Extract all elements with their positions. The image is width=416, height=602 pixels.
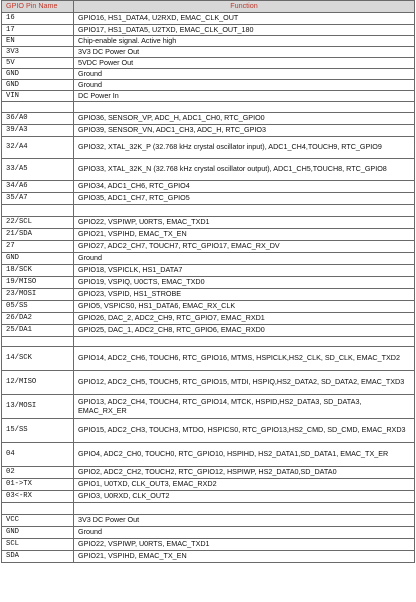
pin-name-cell: 02 [2,467,74,479]
table-row [2,80,415,91]
pin-name-cell: GND [2,253,74,265]
pin-name-cell: 01->TX [2,479,74,491]
pin-name-cell: 22/SCL [2,217,74,229]
table-row [2,181,415,193]
function-cell: GPIO26, DAC_2, ADC2_CH9, RTC_GPIO7, EMAC_RXD1 [74,313,415,325]
table-header-row [2,1,415,13]
spacer-row [2,503,415,515]
table-row [2,491,415,503]
pin-name-cell: 18/SCK [2,265,74,277]
pin-name-cell: 33/A5 [2,159,74,181]
pin-name-cell: 03<-RX [2,491,74,503]
pin-name-cell: VIN [2,91,74,102]
pin-name-cell: 19/MISO [2,277,74,289]
table-row [2,265,415,277]
table-row [2,36,415,47]
function-cell: Ground [74,69,415,80]
function-cell: GPIO12, ADC2_CH5, TOUCH5, RTC_GPIO15, MTDI, HSPIQ,HS2_DATA2, SD_DATA2, EMAC_TXD3 [74,371,415,395]
table-row [2,419,415,443]
pin-name-cell: GND [2,80,74,91]
function-cell: GPIO14, ADC2_CH6, TOUCH6, RTC_GPIO16, MTMS, HSPICLK,HS2_CLK, SD_CLK, EMAC_TXD2 [74,347,415,371]
pin-function-table [1,0,415,563]
pin-name-cell: 04 [2,443,74,467]
table-row [2,58,415,69]
function-cell: GPIO19, VSPIQ, U0CTS, EMAC_TXD0 [74,277,415,289]
pin-name-cell: 27 [2,241,74,253]
function-cell [74,503,415,515]
table-row [2,527,415,539]
function-cell: GPIO36, SENSOR_VP, ADC_H, ADC1_CH0, RTC_GPIO0 [74,113,415,125]
function-cell: GPIO5, VSPICS0, HS1_DATA6, EMAC_RX_CLK [74,301,415,313]
table-row [2,443,415,467]
pin-name-cell [2,337,74,347]
pin-name-cell: 35/A7 [2,193,74,205]
pin-name-cell: 17 [2,25,74,36]
spacer-row [2,102,415,113]
pin-name-cell: 14/SCK [2,347,74,371]
table-row [2,241,415,253]
pin-name-cell [2,102,74,113]
function-cell: GPIO33, XTAL_32K_N (32.768 kHz crystal oscillator output), ADC1_CH5,TOUCH8, RTC_GPIO8 [74,159,415,181]
function-cell: GPIO1, U0TXD, CLK_OUT3, EMAC_RXD2 [74,479,415,491]
table-row [2,515,415,527]
function-cell: 3V3 DC Power Out [74,515,415,527]
function-cell: GPIO16, HS1_DATA4, U2RXD, EMAC_CLK_OUT [74,13,415,25]
function-cell: GPIO4, ADC2_CH0, TOUCH0, RTC_GPIO10, HSPIHD, HS2_DATA1,SD_DATA1, EMAC_TX_ER [74,443,415,467]
table-body [2,13,415,563]
function-cell: GPIO15, ADC2_CH3, TOUCH3, MTDO, HSPICS0, RTC_GPIO13,HS2_CMD, SD_CMD, EMAC_RXD3 [74,419,415,443]
table-row [2,25,415,36]
pin-name-cell: 05/SS [2,301,74,313]
function-cell: Ground [74,253,415,265]
pin-name-cell: 15/SS [2,419,74,443]
pin-name-column-header: GPIO Pin Name [2,1,74,13]
table-row [2,113,415,125]
function-cell: GPIO34, ADC1_CH6, RTC_GPIO4 [74,181,415,193]
table-row [2,69,415,80]
pin-name-cell: 12/MISO [2,371,74,395]
table-row [2,395,415,419]
function-cell: 3V3 DC Power Out [74,47,415,58]
pin-name-cell: 21/SDA [2,229,74,241]
function-cell [74,102,415,113]
table-row [2,277,415,289]
table-row [2,551,415,563]
pin-name-cell: GND [2,527,74,539]
function-cell: GPIO13, ADC2_CH4, TOUCH4, RTC_GPIO14, MTCK, HSPID,HS2_DATA3, SD_DATA3, EMAC_RX_ER [74,395,415,419]
table-row [2,289,415,301]
spacer-row [2,337,415,347]
pin-name-cell: 34/A6 [2,181,74,193]
function-cell: GPIO27, ADC2_CH7, TOUCH7, RTC_GPIO17, EMAC_RX_DV [74,241,415,253]
pin-name-cell [2,503,74,515]
table-row [2,47,415,58]
function-column-header: Function [74,1,415,13]
function-cell: Ground [74,80,415,91]
function-cell: Ground [74,527,415,539]
function-cell: DC Power In [74,91,415,102]
function-cell: 5VDC Power Out [74,58,415,69]
table-row [2,325,415,337]
pin-name-cell: EN [2,36,74,47]
pin-name-cell [2,205,74,217]
spacer-row [2,205,415,217]
table-row [2,229,415,241]
function-cell: GPIO35, ADC1_CH7, RTC_GPIO5 [74,193,415,205]
function-cell: GPIO39, SENSOR_VN, ADC1_CH3, ADC_H, RTC_GPIO3 [74,125,415,137]
function-cell: GPIO21, VSPIHD, EMAC_TX_EN [74,551,415,563]
table-row [2,467,415,479]
function-cell: GPIO17, HS1_DATA5, U2TXD, EMAC_CLK_OUT_180 [74,25,415,36]
table-row [2,539,415,551]
pin-name-cell: 39/A3 [2,125,74,137]
function-cell: GPIO32, XTAL_32K_P (32.768 kHz crystal oscillator input), ADC1_CH4,TOUCH9, RTC_GPIO9 [74,137,415,159]
table-row [2,13,415,25]
table-row [2,253,415,265]
pin-name-cell: 23/MOSI [2,289,74,301]
pin-name-cell: 5V [2,58,74,69]
function-cell [74,337,415,347]
table-row [2,159,415,181]
pin-name-cell: GND [2,69,74,80]
pin-name-cell: 13/MOSI [2,395,74,419]
function-cell: GPIO3, U0RXD, CLK_OUT2 [74,491,415,503]
pin-name-cell: 32/A4 [2,137,74,159]
table-row [2,193,415,205]
function-cell: GPIO18, VSPICLK, HS1_DATA7 [74,265,415,277]
table-row [2,371,415,395]
pin-name-cell: 25/DA1 [2,325,74,337]
table-row [2,217,415,229]
table-row [2,125,415,137]
function-cell: GPIO22, VSPIWP, U0RTS, EMAC_TXD1 [74,217,415,229]
table-row [2,347,415,371]
table-row [2,137,415,159]
function-cell [74,205,415,217]
pin-name-cell: SDA [2,551,74,563]
table-row [2,479,415,491]
pin-name-cell: 26/DA2 [2,313,74,325]
function-cell: GPIO23, VSPID, HS1_STROBE [74,289,415,301]
function-cell: Chip-enable signal. Active high [74,36,415,47]
pin-name-cell: VCC [2,515,74,527]
table-row [2,301,415,313]
function-cell: GPIO25, DAC_1, ADC2_CH8, RTC_GPIO6, EMAC_RXD0 [74,325,415,337]
function-cell: GPIO21, VSPIHD, EMAC_TX_EN [74,229,415,241]
function-cell: GPIO22, VSPIWP, U0RTS, EMAC_TXD1 [74,539,415,551]
table-row [2,91,415,102]
pin-name-cell: SCL [2,539,74,551]
pin-name-cell: 3V3 [2,47,74,58]
pin-name-cell: 36/A0 [2,113,74,125]
pin-name-cell: 16 [2,13,74,25]
function-cell: GPIO2, ADC2_CH2, TOUCH2, RTC_GPIO12, HSPIWP, HS2_DATA0,SD_DATA0 [74,467,415,479]
table-row [2,313,415,325]
